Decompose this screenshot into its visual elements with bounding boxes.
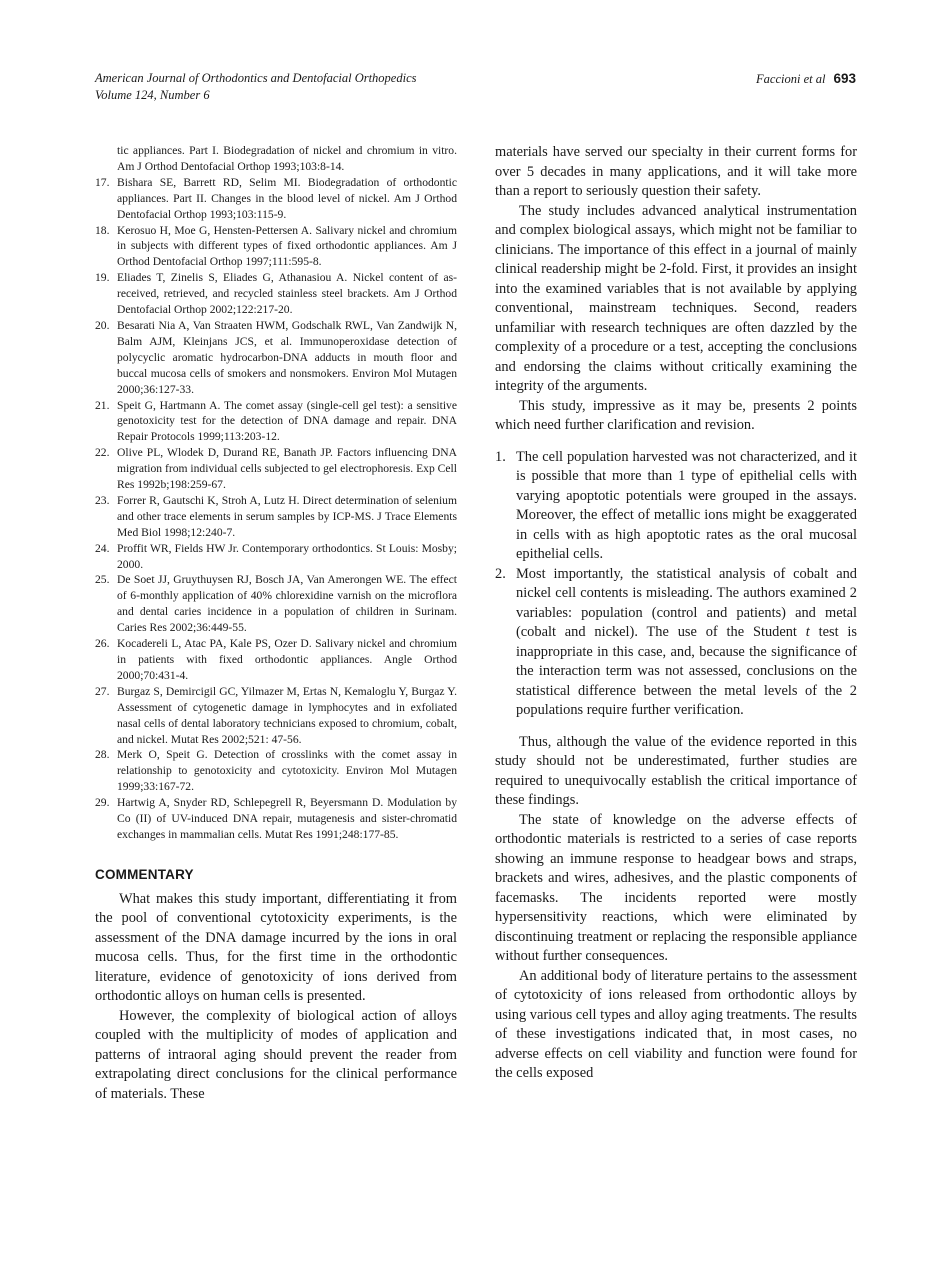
reference-item: [95, 318, 457, 398]
running-header-page: [756, 70, 856, 88]
reference-continuation: tic appliances. Part I. Biodegradation of nickel and chromium in vitro. Am J Orthod Dentofacial Orthop 1993;103:8-14.: [117, 144, 457, 173]
body-paragraph: Thus, although the value of the evidence reported in this study should not be underestimated, further studies are required to unequivocally establish the critical importance of these findings.: [495, 733, 857, 808]
point-text: Most importantly, the statistical analysis of cobalt and nickel cell contents is misleading. The authors examined 2 variables: population (control and patients) and metal (cobalt and nickel). The use of the Student: [516, 565, 857, 640]
reference-text: Eliades T, Zinelis S, Eliades G, Athanasiou A. Nickel content of as-received, retrieved, and recycled stainless steel brackets. Am J Orthod Dentofacial Orthop 2002;122:217-20.: [117, 271, 457, 317]
page-number: 693: [833, 71, 856, 86]
reference-text: Besarati Nia A, Van Straaten HWM, Godschalk RWL, Van Zandwijk N, Balm AJM, Kleinjans JCS, et al. Immunoperoxidase detection of polycyclic aromatic hydrocarbon-DNA adducts in mouth floor and buccal mucosa cells of smokers and nonsmokers. Environ Mol Mutagen 2000;36:127-33.: [117, 318, 457, 396]
journal-title: American Journal of Orthodontics and Dentofacial Orthopedics: [95, 71, 417, 85]
numbered-point: [495, 565, 857, 721]
reference-text: Kocadereli L, Atac PA, Kale PS, Ozer D. Salivary nickel and chromium in patients with fixed orthodontic appliances. Angle Orthod 2000;70:431-4.: [117, 637, 457, 682]
reference-item: [95, 493, 457, 541]
left-column: [95, 143, 457, 1104]
reference-text: Forrer R, Gautschi K, Stroh A, Lutz H. Direct determination of selenium and other trace elements in serum samples by ICP-MS. J Trace Elements Med Biol 1998;12:240-7.: [117, 493, 457, 539]
reference-item: [95, 795, 457, 843]
reference-number: 26.: [95, 637, 110, 651]
reference-item: [95, 445, 457, 493]
point-text-italic: t: [805, 624, 810, 640]
reference-number: 21.: [95, 398, 110, 412]
author-running-head: Faccioni et al: [756, 72, 826, 86]
reference-number: 23.: [95, 493, 110, 507]
reference-item: [95, 572, 457, 636]
reference-number: 18.: [95, 223, 110, 237]
reference-number: 24.: [95, 541, 110, 555]
point-number: 1.: [495, 448, 506, 465]
numbered-point: [495, 448, 857, 565]
body-paragraph: This study, impressive as it may be, presents 2 points which need further clarification and revision.: [495, 397, 857, 433]
reference-number: 17.: [95, 175, 110, 189]
point-text: test is inappropriate in this case, and, because the significance of the interaction term was not assessed, conclusions on the statistical difference between the metal levels of the 2 populations require further verification.: [516, 624, 858, 718]
reference-text: Proffit WR, Fields HW Jr. Contemporary orthodontics. St Louis: Mosby; 2000.: [117, 541, 457, 571]
reference-number: 27.: [95, 684, 110, 698]
reference-item: [95, 175, 457, 223]
body-paragraph: The study includes advanced analytical instrumentation and complex biological assays, which might not be familiar to clinicians. The importance of this effect in a journal of mainly clinical readership might be 2-fold. First, it provides an insight into the examined variables that is not available by applying conventional, mainstream techniques. Second, readers unfamiliar with research techniques are often dazzled by the complexity of a procedure or a test, accepting the conclusions and endorsing the claims without critically examining the integrity of the arguments.: [495, 202, 857, 394]
reference-number: 25.: [95, 573, 110, 587]
body-paragraph: However, the complexity of biological action of alloys coupled with the multiplicity of modes of application and patterns of intraoral aging should prevent the reader from extrapolating direct conclusions for the clinical performance of materials. These: [95, 1007, 457, 1102]
reference-item: [95, 684, 457, 748]
reference-item: [95, 636, 457, 684]
numbered-points: [495, 448, 857, 721]
right-column: [495, 143, 857, 1084]
reference-text: Burgaz S, Demircigil GC, Yilmazer M, Ertas N, Kemaloglu Y, Burgaz Y. Assessment of cytogenetic damage in lymphocytes and in exfoliated nasal cells of dental laboratory technicians exposed to chromium, cobalt, and nickel. Mutat Res 2002;521: 47-56.: [117, 684, 457, 746]
point-number: 2.: [495, 565, 506, 582]
reference-item: [95, 398, 457, 446]
reference-item: [95, 541, 457, 573]
reference-text: Olive PL, Wlodek D, Durand RE, Banath JP. Factors influencing DNA migration from individual cells subjected to gel electrophoresis. Exp Cell Res 1992b;198:259-67.: [117, 446, 458, 492]
reference-text: Bishara SE, Barrett RD, Selim MI. Biodegradation of orthodontic appliances. Part II. Changes in the blood level of nickel. Am J Orthod Dentofacial Orthop 1993;103:115-9.: [117, 175, 457, 221]
reference-number: 28.: [95, 748, 110, 762]
reference-item: [95, 223, 457, 271]
body-paragraph: The state of knowledge on the adverse effects of orthodontic materials is restricted to a series of case reports showing an immune response to headgear bows and straps, brackets and wires, adhesives, and the plastic components of facemasks. The incidents reported were mostly hypersensitivity reactions, which were eliminated by discontinuing treatment or replacing the responsible appliance without further consequences.: [495, 811, 857, 964]
reference-item: [95, 270, 457, 318]
reference-number: 19.: [95, 271, 110, 285]
reference-text: De Soet JJ, Gruythuysen RJ, Bosch JA, Van Amerongen WE. The effect of 6-monthly application of 40% chlorexidine varnish on the microflora and dental caries incidence in a population of children in Surinam. Caries Res 2002;36:449-55.: [117, 573, 457, 635]
reference-text: Hartwig A, Snyder RD, Schlepegrell R, Beyersmann D. Modulation by Co (II) of UV-induced DNA repair, mutagenesis and sister-chromatid exchanges in mammalian cells. Mutat Res 1991;248:177-85.: [117, 796, 457, 841]
section-heading-commentary: COMMENTARY: [95, 866, 194, 882]
reference-text: Speit G, Hartmann A. The comet assay (single-cell gel test): a sensitive genotoxicity test for the detection of DNA damage and repair. DNA Repair Protocols 1999;113:203-12.: [117, 398, 457, 444]
body-paragraph: An additional body of literature pertains to the assessment of cytotoxicity of ions released from orthodontic alloys by using various cell types and alloy aging treatments. The results of these investigations indicated that, in most cases, no adverse effects on cell viability and function were found for the cells exposed: [495, 967, 857, 1081]
body-paragraph: What makes this study important, differentiating it from the pool of conventional cytotoxicity experiments, is the assessment of the DNA damage incurred by the ions in oral mucosa cells. Thus, for the first time in the orthodontic literature, evidence of genotoxicity of ions derived from orthodontic alloys on human cells is presented.: [95, 890, 457, 1005]
reference-number: 29.: [95, 796, 110, 810]
reference-text: Kerosuo H, Moe G, Hensten-Pettersen A. Salivary nickel and chromium in subjects with different types of fixed orthodontic appliances. Am J Orthod Dentofacial Orthop 1997;111:595-8.: [117, 223, 457, 269]
reference-number: 20.: [95, 318, 110, 332]
journal-volume: Volume 124, Number 6: [95, 88, 210, 102]
reference-text: Merk O, Speit G. Detection of crosslinks with the comet assay in relationship to genotoxicity and cytotoxicity. Environ Mol Mutagen 1999;33:167-72.: [117, 748, 457, 794]
reference-item: [95, 747, 457, 795]
point-text: The cell population harvested was not characterized, and it is possible that more than 1 type of epithelial cells with varying apoptotic potentials were grouped in the assays. Moreover, the effect of metallic ions might be exaggerated in cells with as high apoptotic rates as the oral mucosal epithelial cells.: [516, 448, 857, 562]
reference-list: [95, 143, 457, 843]
body-paragraph-continuation: materials have served our specialty in their current forms for over 5 decades in many applications, and it will take more than a report to seriously question their safety.: [495, 144, 857, 199]
reference-number: 22.: [95, 446, 110, 460]
running-header-journal: [95, 70, 515, 104]
